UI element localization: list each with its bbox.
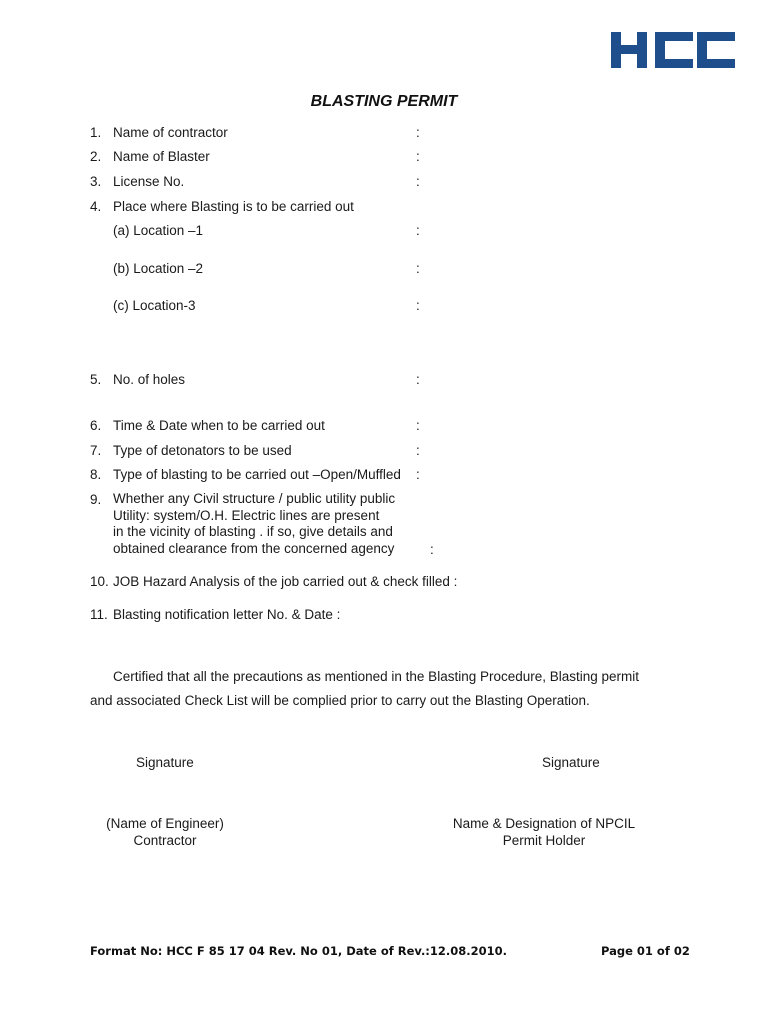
item-label: Place where Blasting is to be carried out	[113, 199, 354, 214]
item-colon: :	[416, 372, 420, 387]
item-number: 8.	[90, 467, 102, 482]
permit-holder-label: Permit Holder	[502, 832, 586, 848]
page-number: Page 01 of 02	[601, 944, 690, 958]
item-label: Time & Date when to be carried out	[113, 418, 325, 433]
item-label: Blasting notification letter No. & Date :	[113, 607, 341, 622]
item-number: 11.	[90, 607, 108, 622]
item-label: Type of blasting to be carried out –Open/Muffled	[113, 467, 401, 482]
item-colon: :	[416, 418, 420, 433]
format-number: Format No: HCC F 85 17 04 Rev. No 01, Date of Rev.:12.08.2010.	[90, 944, 508, 958]
item-colon: :	[416, 149, 420, 164]
question-line: Utility: system/O.H. Electric lines are present	[113, 507, 380, 523]
certification-line-1: Certified that all the precautions as mentioned in the Blasting Procedure, Blasting permit	[113, 669, 640, 684]
contractor-signature-label: Signature	[136, 755, 194, 770]
item-label: Type of detonators to be used	[113, 443, 292, 458]
item-colon: :	[430, 542, 434, 557]
contractor-label: Contractor	[133, 832, 197, 848]
hcc-logo	[611, 30, 735, 70]
item-colon: :	[416, 467, 420, 482]
location-c-label: (c) Location-3	[113, 298, 196, 313]
item-colon: :	[416, 125, 420, 140]
location-b-label: (b) Location –2	[113, 261, 204, 276]
question-line: Whether any Civil structure / public utility public	[113, 491, 396, 506]
item-colon: :	[416, 298, 420, 313]
item-number: 4.	[90, 199, 102, 214]
npcil-designation-label: Name & Designation of NPCIL	[452, 816, 636, 831]
item-number: 6.	[90, 418, 102, 433]
permit-holder-signature-label: Signature	[542, 755, 600, 770]
item-number: 1.	[90, 125, 102, 140]
item-colon: :	[416, 443, 420, 458]
location-a-label: (a) Location –1	[113, 223, 204, 238]
item-number: 2.	[90, 149, 102, 164]
question-line: in the vicinity of blasting . if so, give details and	[113, 524, 393, 539]
document-title: BLASTING PERMIT	[310, 93, 458, 110]
item-colon: :	[416, 223, 420, 238]
certification-line-2: and associated Check List will be complied prior to carry out the Blasting Operation.	[90, 693, 590, 708]
item-label: No. of holes	[113, 372, 186, 387]
item-number: 10.	[90, 574, 109, 589]
permit-holder-block	[444, 816, 644, 849]
item-label: JOB Hazard Analysis of the job carried out & check filled :	[113, 574, 458, 589]
item-label: Name of contractor	[113, 125, 228, 140]
contractor-block	[90, 816, 240, 849]
item-label: License No.	[113, 174, 185, 189]
item-number: 3.	[90, 174, 102, 189]
item-colon: :	[416, 174, 420, 189]
question-line: obtained clearance from the concerned agency	[113, 540, 395, 556]
item-number: 7.	[90, 443, 102, 458]
item-number: 5.	[90, 372, 102, 387]
item-colon: :	[416, 261, 420, 276]
item-number: 9.	[90, 492, 102, 507]
item-label: Name of Blaster	[113, 149, 210, 164]
civil-structure-question	[113, 491, 395, 557]
engineer-name-label: (Name of Engineer)	[106, 816, 224, 831]
